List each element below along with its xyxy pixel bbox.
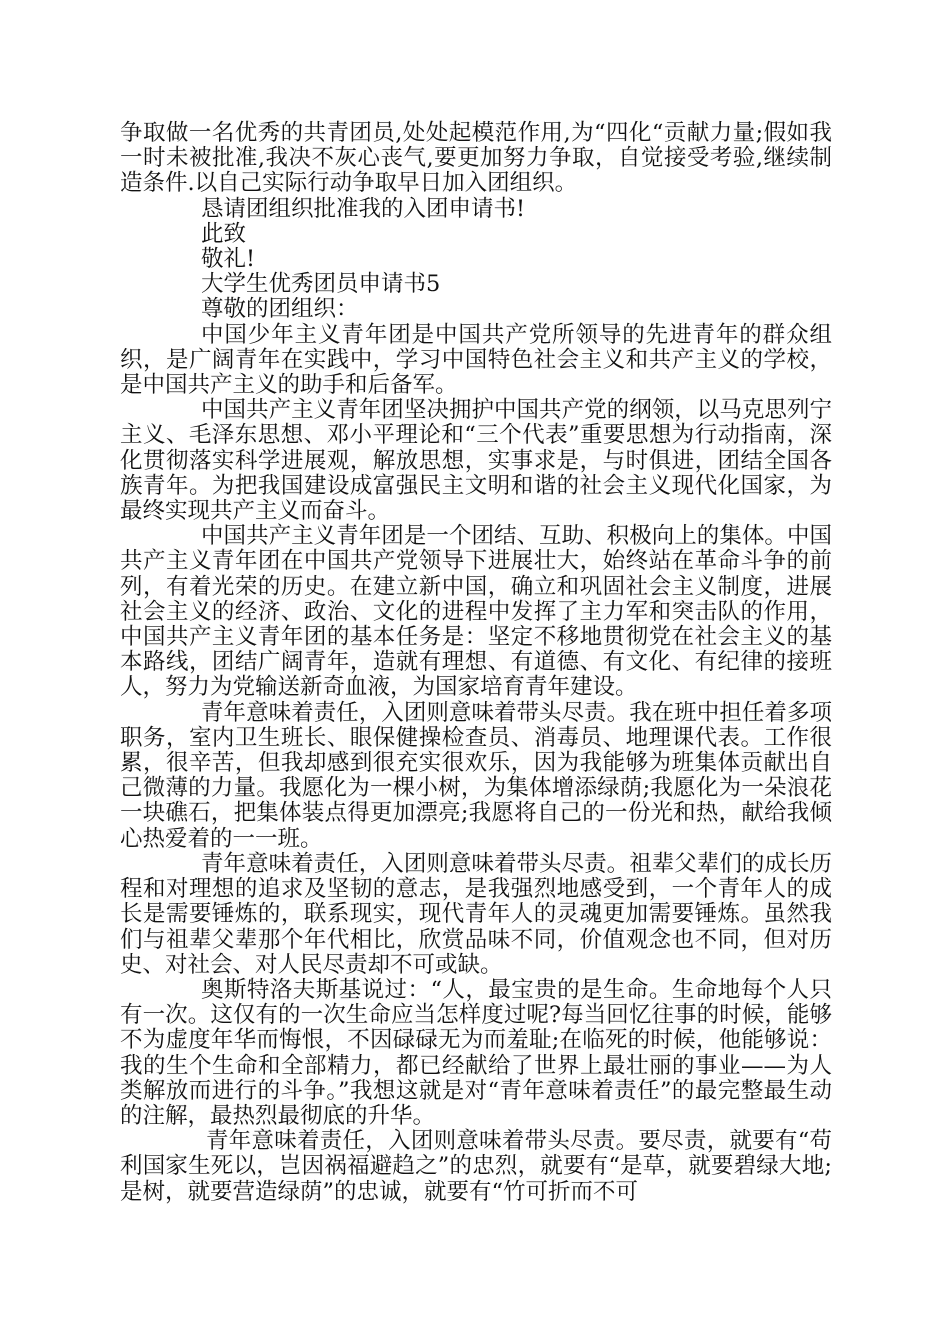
paragraph-5: 大学生优秀团员申请书5 — [201, 271, 441, 298]
paragraph-10: 青年意味着责任，入团则意味着带头尽责。我在班中担任着多项职务，室内卫生班长、眼保健操检查员、消毒员、地理课代表。工作很累，很辛苦，但我却感到很充实很欢乐，因为我能够为班集体贡献出自己微薄的力量。我愿化为一棵小树，为集体增添绿荫;我愿化为一朵浪花一块礁石，把集体装点得更加漂亮;我愿将自己的一份光和热，献给我倾心热爱着的一一班。 — [120, 699, 832, 852]
paragraph-2: 恳请团组织批准我的入团申请书! — [201, 195, 526, 222]
paragraph-4: 敬礼! — [201, 246, 256, 273]
paragraph-9: 中国共产主义青年团是一个团结、互助、积极向上的集体。中国共产主义青年团在中国共产党领导下进展壮大，始终站在革命斗争的前列，有着光荣的历史。在建立新中国，确立和巩固社会主义制度，进展社会主义的经济、政治、文化的进程中发挥了主力军和突击队的作用，中国共产主义青年团的基本任务是：坚定不移地贯彻党在社会主义的基本路线，团结广阔青年，造就有理想、有道德、有文化、有纪律的接班人，努力为党输送新奇血液，为国家培育青年建设。 — [120, 523, 832, 701]
paragraph-12: 奥斯特洛夫斯基说过：“人，最宝贵的是生命。生命地每个人只有一次。这仅有的一次生命应当怎样度过呢?每当回忆往事的时候，能够不为虚度年华而悔恨，不因碌碌无为而羞耻;在临死的时候，他能够说：我的生个生命和全部精力，都已经献给了世界上最壮丽的事业——为人类解放而进行的斗争。”我想这就是对“青年意味着责任”的最完整最生动的注解，最热烈最彻底的升华。 — [120, 976, 832, 1129]
paragraph-3: 此致 — [201, 220, 247, 247]
paragraph-11: 青年意味着责任，入团则意味着带头尽责。祖辈父辈们的成长历程和对理想的追求及坚韧的意志，是我强烈地感受到，一个青年人的成长是需要锤炼的，联系现实，现代青年人的灵魂更加需要锤炼。虽然我们与祖辈父辈那个年代相比，欣赏品味不同，价值观念也不同，但对历史、对社会、对人民尽责却不可或缺。 — [120, 850, 832, 978]
document-page — [120, 121, 832, 1205]
paragraph-13: 青年意味着责任，入团则意味着带头尽责。要尽责，就要有“苟利国家生死以，岂因祸福避趋之”的忠烈，就要有“是草，就要碧绿大地;是树，就要营造绿荫”的忠诚，就要有“竹可折而不可 — [120, 1128, 832, 1205]
paragraph-6: 尊敬的团组织： — [201, 296, 359, 323]
paragraph-8: 中国共产主义青年团坚决拥护中国共产党的纲领，以马克思列宁主义、毛泽东思想、邓小平理论和“三个代表”重要思想为行动指南，深化贯彻落实科学进展观，解放思想，实事求是，与时俱进，团结全国各族青年。为把我国建设成富强民主文明和谐的社会主义现代化国家，为最终实现共产主义而奋斗。 — [120, 397, 832, 525]
paragraph-1: 争取做一名优秀的共青团员,处处起模范作用,为“四化“贡献力量;假如我一时未被批准,我决不灰心丧气,要更加努力争取，自觉接受考验,继续制造条件.以自己实际行动争取早日加入团组织。 — [120, 120, 832, 197]
paragraph-7: 中国少年主义青年团是中国共产党所领导的先进青年的群众组织，是广阔青年在实践中，学习中国特色社会主义和共产主义的学校，是中国共产主义的助手和后备军。 — [120, 321, 832, 399]
